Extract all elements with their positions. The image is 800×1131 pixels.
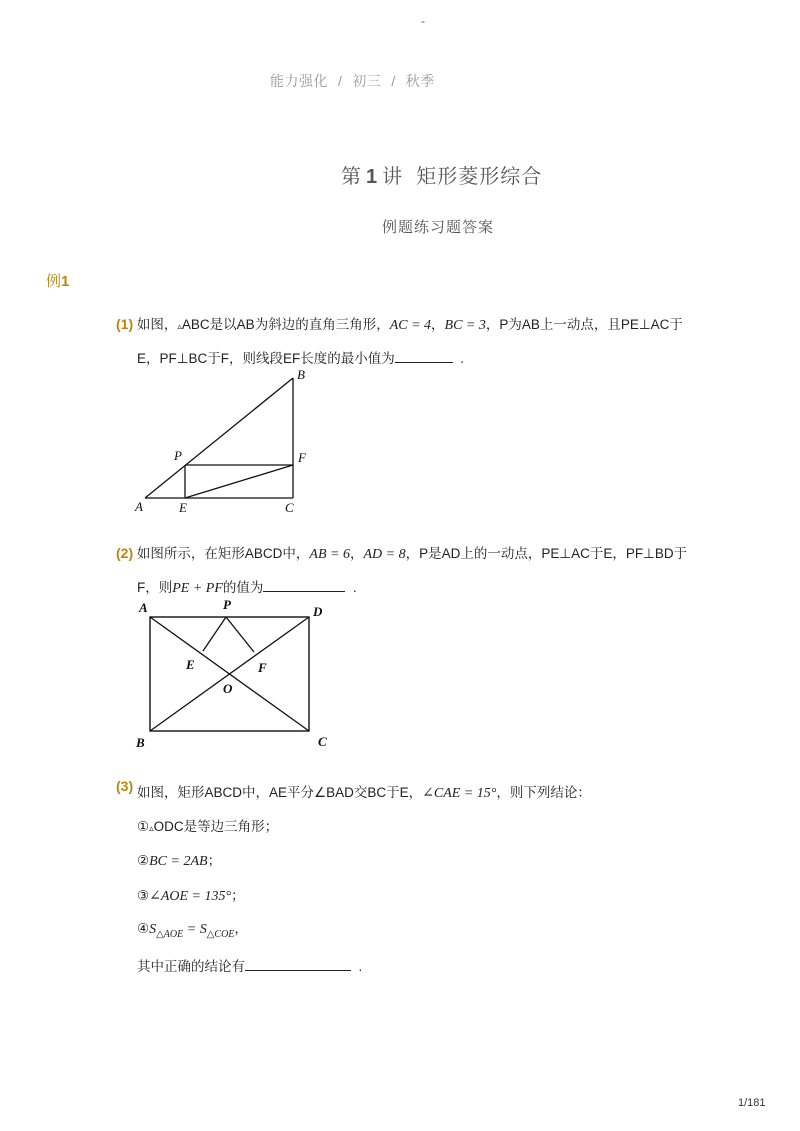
q2-text: . <box>352 580 357 595</box>
q1-math-bc: BC = 3 <box>444 318 486 333</box>
q1-diagram <box>130 366 320 516</box>
q2-line-1 <box>116 542 687 563</box>
q3-answer-blank[interactable] <box>245 958 351 971</box>
q1-text: 如图， <box>136 317 178 332</box>
q2-math-ad: AD = 8 <box>363 547 406 562</box>
q3-conclusion-2 <box>137 849 221 870</box>
q2-text: ，P是AD上的一动点，PE⊥AC于E，PF⊥BD于 <box>405 546 688 561</box>
label-p: P <box>174 448 182 463</box>
q1-line-1 <box>116 313 683 334</box>
q3-text: 如图，矩形ABCD中，AE平分∠BAD交BC于E， <box>137 785 423 800</box>
q2-math-ab: AB = 6 <box>309 547 350 562</box>
page-number: 1/181 <box>738 1097 766 1109</box>
label-d: D <box>313 604 323 619</box>
q1-text: ABC是以AB为斜边的直角三角形， <box>181 317 390 332</box>
q1-number: (1) <box>116 316 134 332</box>
q2-text: 的值为 <box>222 580 264 595</box>
title-prefix: 第 <box>341 166 362 188</box>
label-f: F <box>298 450 306 465</box>
label-a: A <box>135 499 143 514</box>
q3-conclusion-3 <box>137 884 245 905</box>
q3-number-wrap <box>116 778 133 794</box>
q1-answer-blank[interactable] <box>395 350 453 363</box>
q3-text: . <box>358 959 363 974</box>
segment-pf <box>226 617 254 652</box>
q3-conclusion-number: ② <box>137 853 150 868</box>
q1-text: ，P为AB上一动点，且PE⊥AC于 <box>485 317 683 332</box>
q3-text: ， <box>234 921 248 936</box>
q3-number: (3) <box>116 778 134 794</box>
q3-conclusion-number: ④ <box>137 921 150 936</box>
q2-diagram <box>130 596 335 756</box>
page-subtitle: 例题练习题答案 <box>382 219 495 236</box>
q2-text: ， <box>349 546 364 561</box>
breadcrumb-item-grade: 初三 <box>352 73 382 89</box>
breadcrumb <box>270 71 435 91</box>
page-title <box>341 160 542 189</box>
label-e: E <box>179 500 187 515</box>
q3-text: ； <box>231 888 245 903</box>
label-e: E <box>186 657 195 672</box>
label-f: F <box>258 660 267 675</box>
q3-conclusion-number: ① <box>137 819 150 834</box>
segment-pe <box>203 617 226 651</box>
label-c: C <box>318 734 327 749</box>
q2-answer-blank[interactable] <box>263 579 345 592</box>
triangle-symbol: ▵ <box>149 823 154 833</box>
label-o: O <box>223 681 233 696</box>
q1-text: E，PF⊥BC于F，则线段EF长度的最小值为 <box>137 351 395 366</box>
label-b: B <box>136 735 145 750</box>
q3-math-angle-aoe: ∠AOE = 135° <box>149 889 232 904</box>
title-suffix: 讲 <box>382 166 404 188</box>
q2-number: (2) <box>116 545 134 561</box>
q3-line-1 <box>137 781 591 802</box>
q2-math-pe-pf: PE + PF <box>172 581 223 596</box>
label-p: P <box>223 597 231 612</box>
q3-text: ； <box>207 853 222 868</box>
q2-text: 如图所示，在矩形ABCD中， <box>136 546 310 561</box>
q3-text: 其中正确的结论有 <box>137 959 245 974</box>
q3-math-sub-aoe: △AOE <box>156 929 184 940</box>
example-number: 1 <box>61 273 70 290</box>
q3-math-area: S <box>149 922 157 937</box>
q3-math-bc-2ab: BC = 2AB <box>149 854 208 869</box>
q1-math-ac: AC = 4 <box>389 318 432 333</box>
q3-math-angle: ∠CAE = 15° <box>422 786 497 801</box>
q2-text: F，则 <box>137 580 173 595</box>
top-dash: - <box>421 14 425 28</box>
example-heading <box>46 270 69 291</box>
q1-text: . <box>460 351 465 366</box>
label-c: C <box>285 500 294 515</box>
breadcrumb-separator: / <box>391 73 396 89</box>
title-topic: 矩形菱形综合 <box>416 166 543 188</box>
breadcrumb-item-term: 秋季 <box>405 73 435 89</box>
breadcrumb-separator: / <box>338 73 343 89</box>
example-prefix: 例 <box>46 273 62 290</box>
label-b: B <box>297 367 305 382</box>
q3-text: ODC是等边三角形； <box>153 819 279 834</box>
segment-ef <box>185 465 293 498</box>
q3-conclusion-4 <box>137 917 248 938</box>
triangle-symbol: ▵ <box>177 321 182 331</box>
breadcrumb-item-subject: 能力强化 <box>270 73 328 89</box>
q3-conclusion-number: ③ <box>137 888 150 903</box>
q1-line-2 <box>137 347 464 367</box>
title-number: 1 <box>366 166 379 188</box>
label-a: A <box>139 600 148 615</box>
q3-math-eq: = <box>183 922 200 937</box>
q3-text: ，则下列结论： <box>496 785 591 800</box>
q2-line-2 <box>137 576 357 597</box>
q3-final-line <box>137 955 362 975</box>
segment-ab <box>145 378 293 498</box>
q1-text: ， <box>431 317 445 332</box>
q3-math-area: S <box>199 922 207 937</box>
q3-math-sub-coe: △COE <box>206 929 235 940</box>
q3-conclusion-1 <box>137 815 278 835</box>
